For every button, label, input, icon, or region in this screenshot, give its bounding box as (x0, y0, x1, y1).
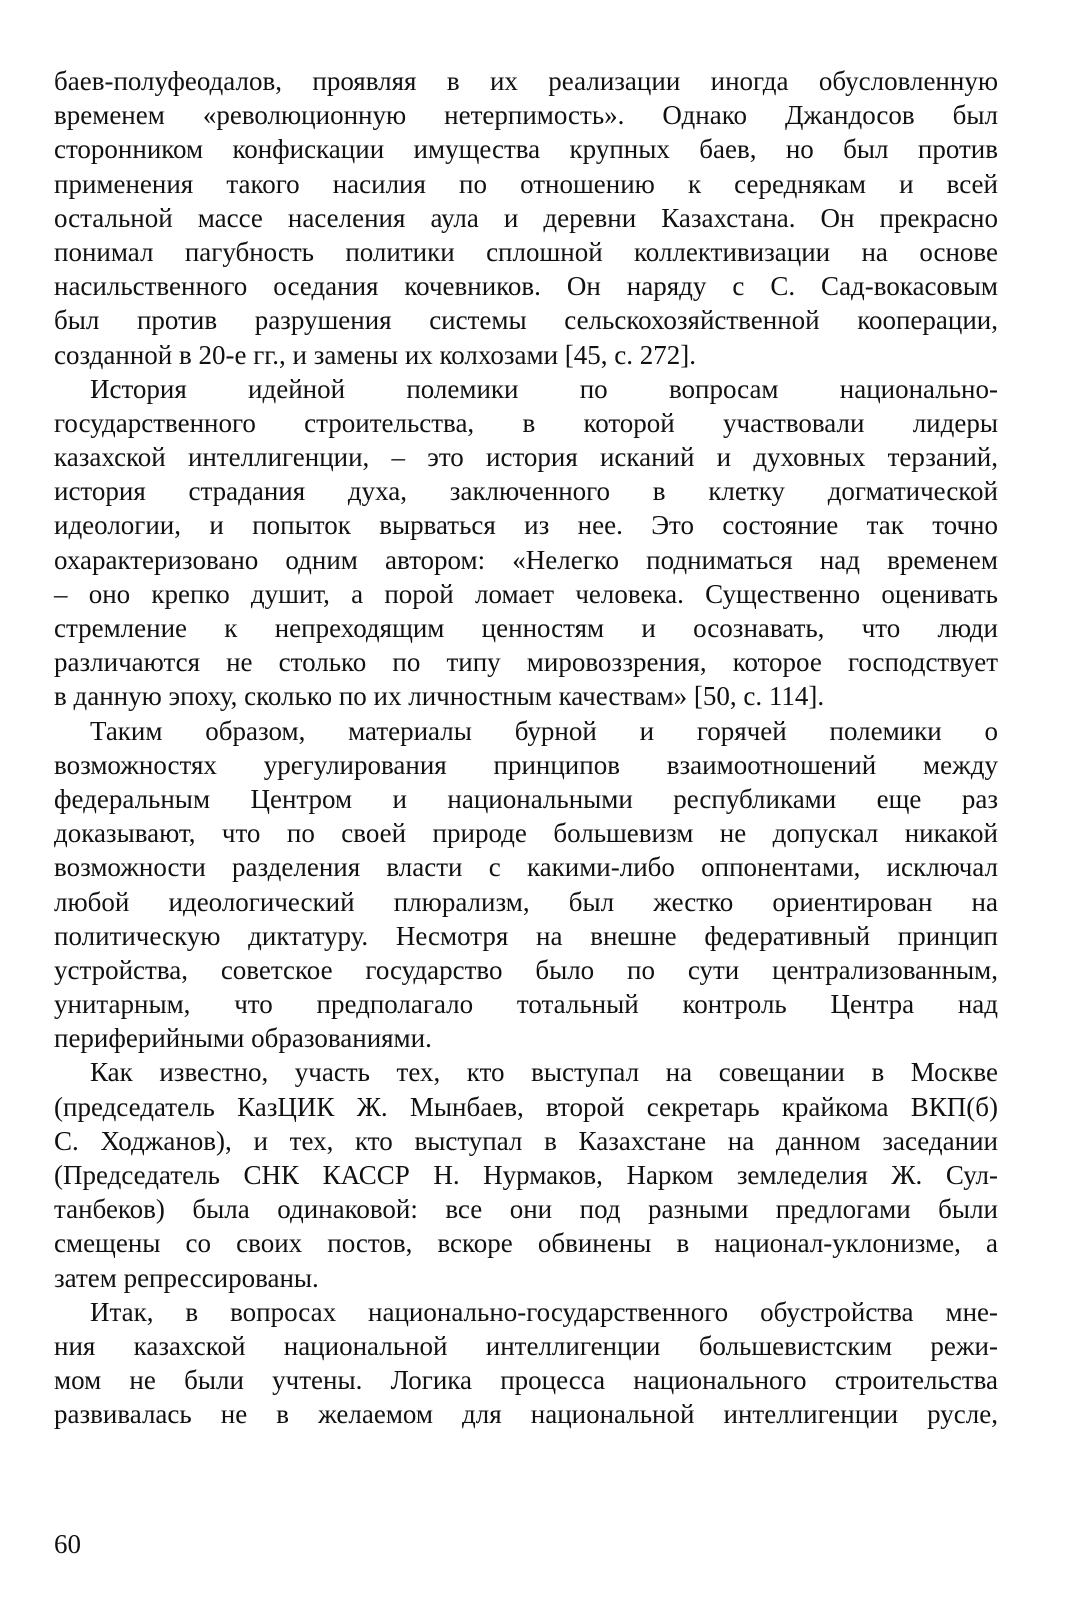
paragraph-1 (54, 64, 998, 372)
text-line: казахской интеллигенции, – это история исканий и духовных терзаний, (54, 442, 998, 473)
text-line: стремление к непреходящим ценностям и осознавать, что люди (54, 613, 998, 643)
text-line: (Председатель СНК КАССР Н. Нурмаков, Нарком земледелия Ж. Сул- (54, 1160, 998, 1190)
text-line: (председатель КазЦИК Ж. Мынбаев, второй секретарь крайкома ВКП(б) (54, 1091, 998, 1122)
text-line: История идейной полемики по вопросам национально- (90, 373, 998, 404)
text-line: возможностях урегулирования принципов взаимоотношений между (54, 749, 998, 780)
text-line: развивалась не в желаемом для национальной интеллигенции русле, (54, 1399, 998, 1430)
text-line: созданной в 20-е гг., и замены их колхозами [45, с. 272]. (54, 339, 697, 370)
text-line: был против разрушения системы сельскохозяйственной кооперации, (54, 305, 998, 336)
paragraph-4 (54, 1055, 998, 1294)
text-line: насильственного оседания кочевников. Он наряду с С. Сад-вокасовым (54, 271, 998, 302)
text-line: С. Ходжанов), и тех, кто выступал в Казахстане на данном заседании (54, 1125, 998, 1156)
text-line: устройства, советское государство было по сути централизованным, (54, 954, 998, 985)
text-line: баев-полуфеодалов, проявляя в их реализации иногда обусловленную (54, 66, 998, 96)
text-line: Итак, в вопросах национально-государственного обустройства мне- (90, 1296, 998, 1327)
text-line: охарактеризовано одним автором: «Нелегко подниматься над временем (54, 544, 998, 575)
text-line: применения такого насилия по отношению к середнякам и всей (54, 168, 998, 199)
paragraph-5 (54, 1295, 998, 1432)
text-line: – оно крепко душит, а порой ломает человека. Существенно оценивать (54, 578, 998, 609)
text-line: история страдания духа, заключенного в клетку догматической (54, 476, 998, 507)
text-line: затем репрессированы. (54, 1262, 319, 1293)
text-line: мом не были учтены. Логика процесса национального строительства (54, 1365, 998, 1396)
text-line: различаются не столько по типу мировоззрения, которое господствует (54, 647, 998, 678)
text-line: временем «революционную нетерпимость». Однако Джандосов был (54, 100, 998, 131)
text-line: в данную эпоху, сколько по их личностным качествам» [50, с. 114]. (54, 681, 825, 712)
text-line: идеологии, и попыток вырваться из нее. Это состояние так точно (54, 510, 998, 541)
text-line: периферийными образованиями. (54, 1023, 432, 1054)
text-line: танбеков) была одинаковой: все они под разными предлогами были (54, 1194, 998, 1225)
text-line: остальной массе населения аула и деревни Казахстана. Он прекрасно (54, 202, 998, 233)
text-line: смещены со своих постов, вскоре обвинены в национал-уклонизме, а (54, 1228, 998, 1259)
text-line: Таким образом, материалы бурной и горячей полемики о (90, 715, 998, 746)
paragraph-2 (54, 372, 998, 714)
page-body-text (54, 64, 998, 1432)
page-number: 60 (54, 1529, 81, 1559)
text-line: ния казахской национальной интеллигенции большевистским режи- (54, 1330, 998, 1361)
text-line: федеральным Центром и национальными республиками еще раз (54, 783, 998, 814)
text-line: политическую диктатуру. Несмотря на внешне федеративный принцип (54, 920, 998, 951)
text-line: доказывают, что по своей природе большевизм не допускал никакой (54, 818, 998, 849)
paragraph-3 (54, 714, 998, 1056)
text-line: понимал пагубность политики сплошной коллективизации на основе (54, 236, 998, 267)
text-line: государственного строительства, в которой участвовали лидеры (54, 407, 998, 438)
text-line: унитарным, что предполагало тотальный контроль Центра над (54, 989, 998, 1020)
text-line: Как известно, участь тех, кто выступал на совещании в Москве (90, 1057, 998, 1088)
text-line: любой идеологический плюрализм, был жестко ориентирован на (54, 886, 998, 917)
text-line: возможности разделения власти с какими-либо оппонентами, исключал (54, 852, 998, 883)
text-line: сторонником конфискации имущества крупных баев, но был против (54, 134, 998, 165)
